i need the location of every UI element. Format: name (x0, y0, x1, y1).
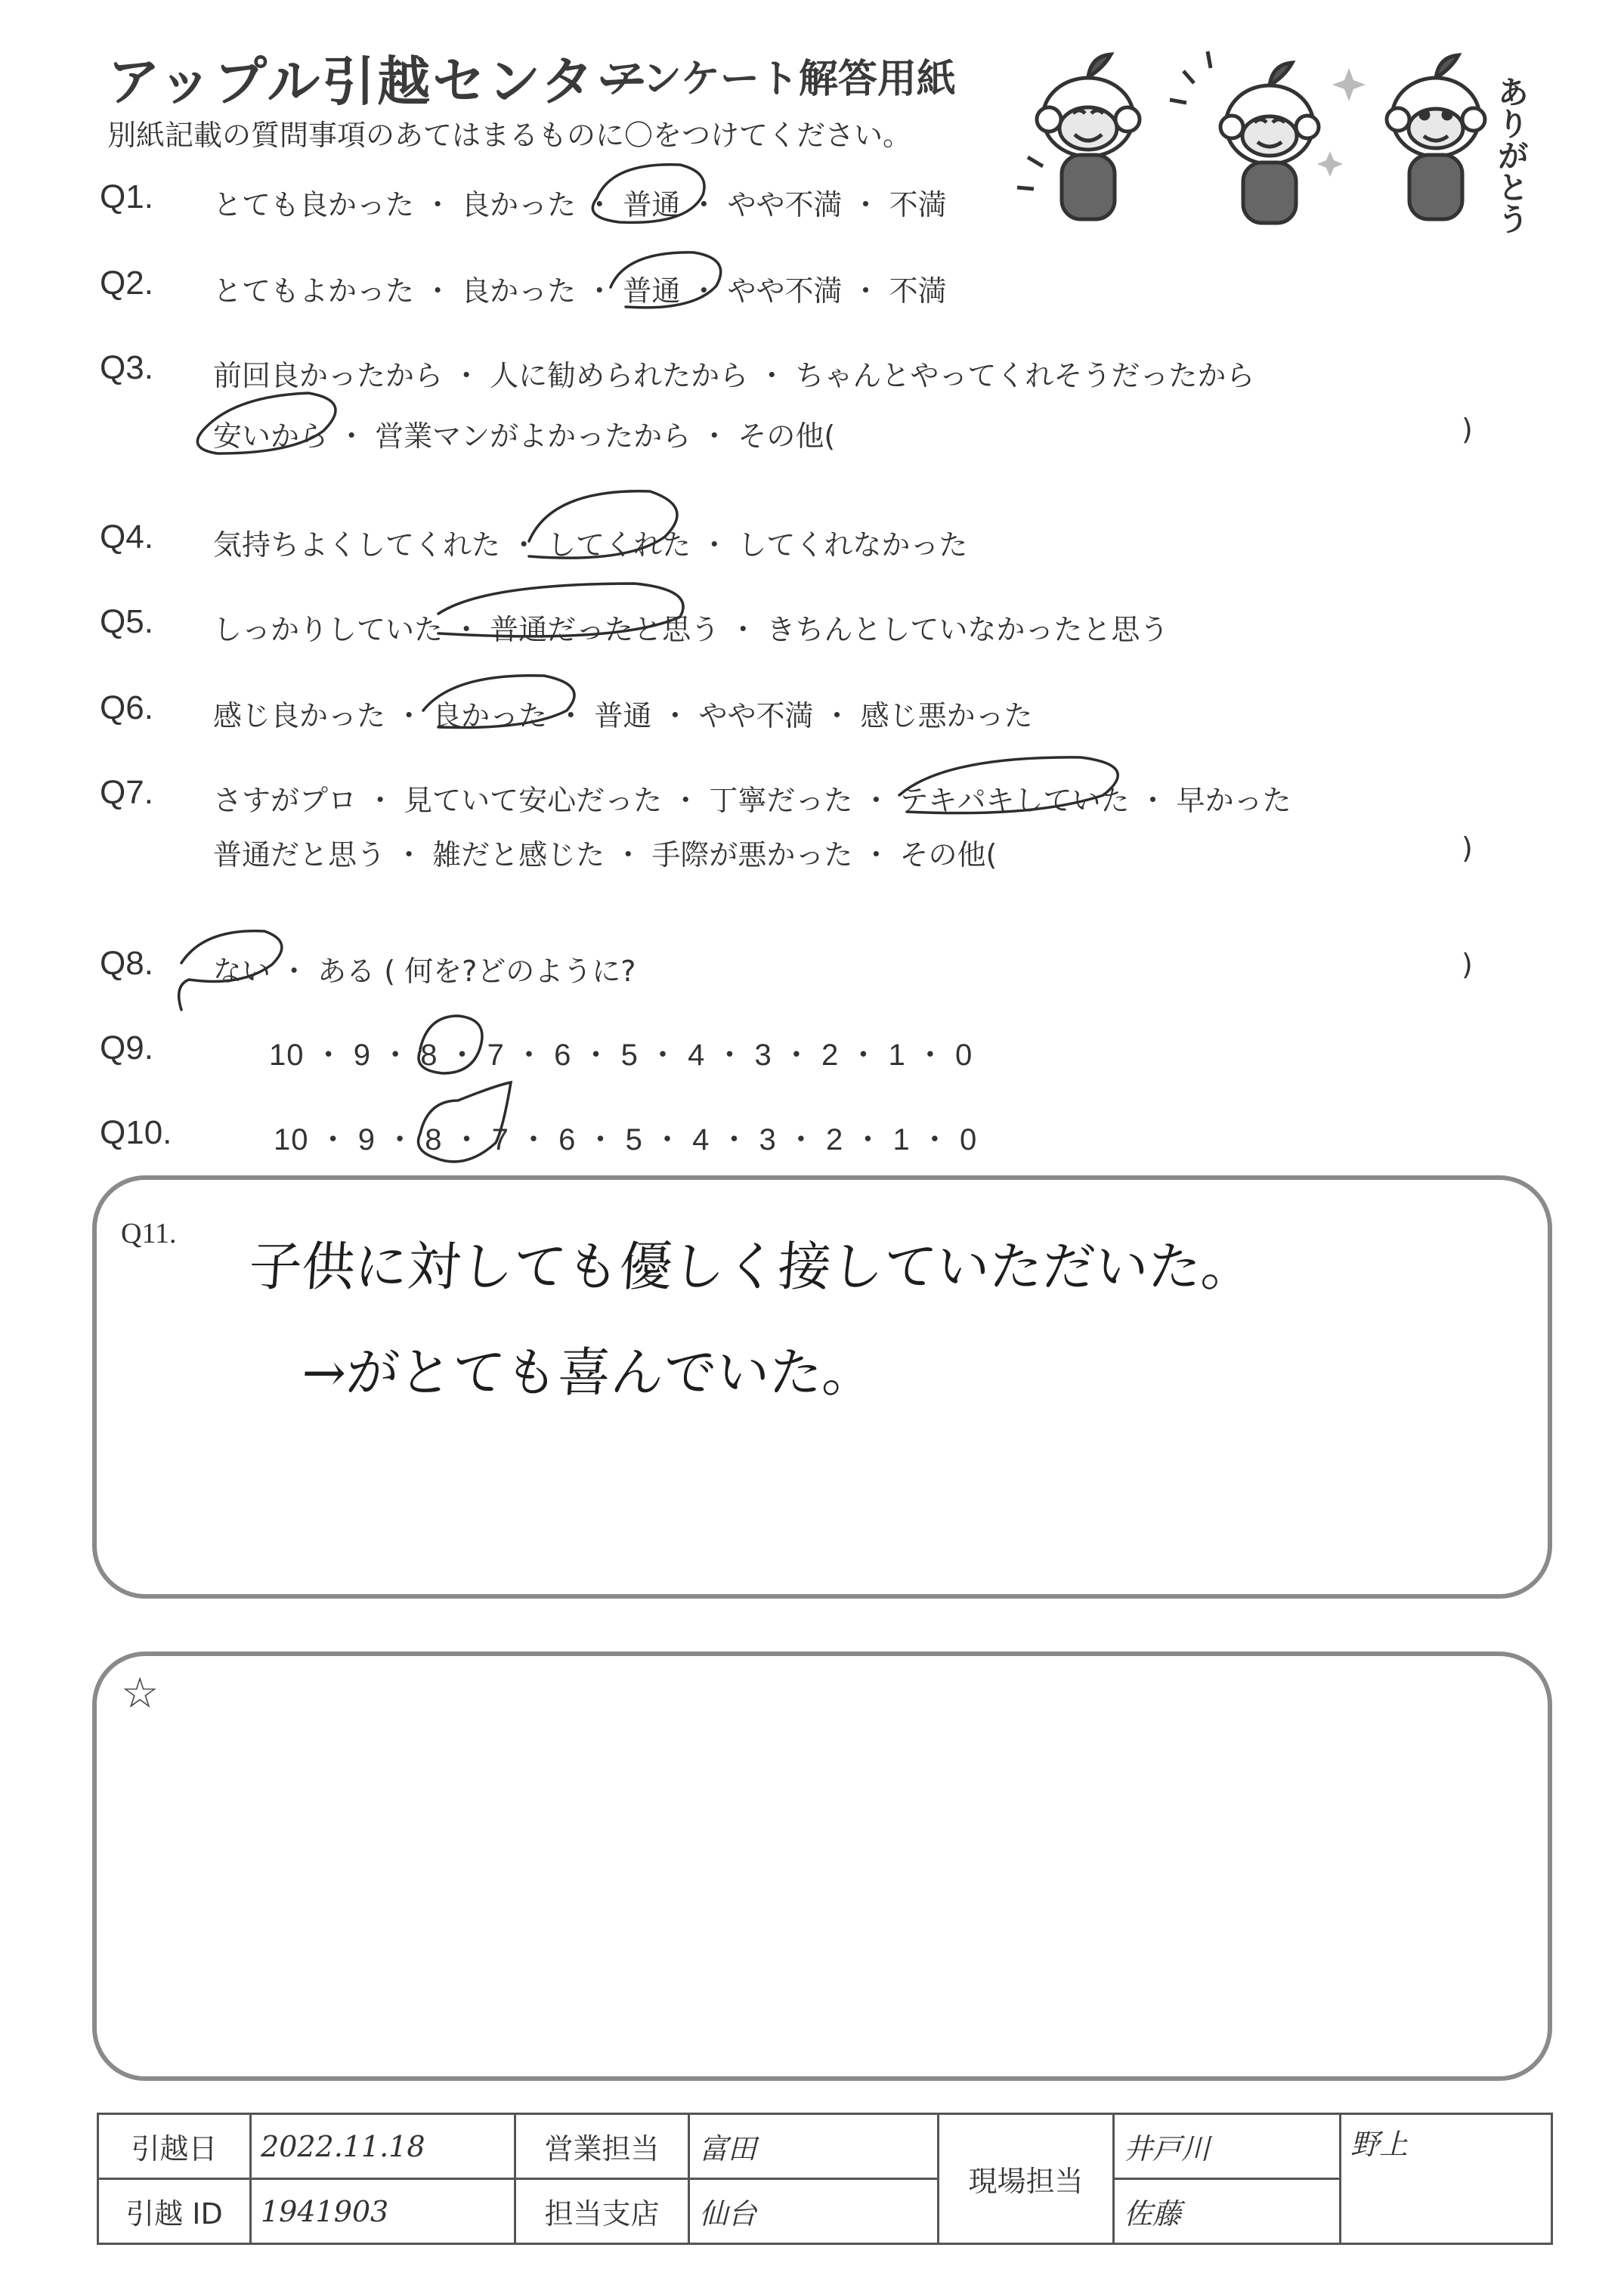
q9-scale: 10 ・ 9 ・ 8 ・ 7 ・ 6 ・ 5 ・ 4 ・ 3 ・ 2 ・ 1 ・ 0 (269, 1039, 973, 1072)
monkey-2-icon (1170, 51, 1319, 223)
q11-handwritten-line2: →がとても喜んでいた。 (299, 1342, 878, 1404)
q7-closing-paren: ) (1462, 831, 1473, 865)
q3-options-line1: 前回良かったから ・ 人に勧められたから ・ ちゃんとやってくれそうだったから (213, 359, 1255, 392)
star-icon: ☆ (121, 1669, 159, 1718)
q8-closing-paren: ) (1462, 948, 1473, 981)
sales-staff-value: 富田 (689, 2114, 939, 2179)
q2-options: とてもよかった ・ 良かった ・ 普通 ・ やや不満 ・ 不満 (213, 274, 947, 308)
company-name: アップル引越センター (107, 51, 651, 113)
q3-label: Q3. (100, 349, 153, 386)
q5-options: しっかりしていた ・ 普通だったと思う ・ きちんとしていなかったと思う (213, 613, 1169, 646)
monkey-1-icon (1017, 54, 1140, 219)
instruction-text: 別紙記載の質問事項のあてはまるものに〇をつけてください。 (107, 119, 912, 152)
move-date-label: 引越日 (98, 2114, 251, 2179)
q11-handwritten-line1: 子供に対しても優しく接していただいた。 (246, 1236, 1257, 1298)
q3-options-line2: 安いから ・ 営業マンがよかったから ・ その他( (213, 419, 836, 453)
move-id-label: 引越 ID (98, 2179, 251, 2244)
branch-label: 担当支店 (515, 2179, 689, 2244)
q10-scale: 10 ・ 9 ・ 8 ・ 7 ・ 6 ・ 5 ・ 4 ・ 3 ・ 2 ・ 1 ・ 0 (274, 1123, 978, 1156)
q1-options: とても良かった ・ 良かった ・ 普通 ・ やや不満 ・ 不満 (213, 188, 947, 221)
form-title: アンケート解答用紙 (605, 57, 956, 102)
q2-label: Q2. (100, 265, 153, 302)
q9-label: Q9. (100, 1029, 153, 1067)
q1-label: Q1. (100, 178, 153, 215)
q11-label: Q11. (121, 1218, 177, 1249)
q8-options: ない ・ ある ( 何を?どのように? (213, 955, 636, 988)
q7-label: Q7. (100, 774, 153, 811)
footer-info-table (97, 2113, 1553, 2245)
q6-options: 感じ良かった ・ 良かった ・ 普通 ・ やや不満 ・ 感じ悪かった (213, 699, 1033, 732)
site-staff-1: 井戸川 (1114, 2114, 1341, 2179)
site-staff-3: 野上 (1341, 2114, 1552, 2244)
q8-label: Q8. (100, 945, 153, 982)
q7-options-line2: 普通だと思う ・ 雑だと感じた ・ 手際が悪かった ・ その他( (213, 838, 998, 871)
site-staff-2: 佐藤 (1114, 2179, 1341, 2244)
site-staff-label: 現場担当 (939, 2114, 1114, 2244)
monkey-3-icon (1387, 55, 1485, 219)
star-comment-box (92, 1652, 1552, 2081)
q7-options-line1: さすがプロ ・ 見ていて安心だった ・ 丁寧だった ・ テキパキしていた ・ 早かった (213, 784, 1291, 817)
sales-staff-label: 営業担当 (515, 2114, 689, 2179)
q4-label: Q4. (100, 519, 153, 556)
q10-label: Q10. (100, 1114, 172, 1151)
q3-closing-paren: ) (1462, 413, 1473, 446)
q4-options: 気持ちよくしてくれた ・ してくれた ・ してくれなかった (213, 528, 968, 562)
mascot-illustration (1013, 38, 1542, 249)
move-date-value: 2022.11.18 (251, 2114, 515, 2179)
sparkle-icon (1317, 68, 1366, 177)
q6-label: Q6. (100, 689, 153, 726)
branch-value: 仙台 (689, 2179, 939, 2244)
mascot-text: ありがとう (1493, 76, 1530, 234)
q5-label: Q5. (100, 603, 153, 640)
move-id-value: 1941903 (251, 2179, 515, 2244)
